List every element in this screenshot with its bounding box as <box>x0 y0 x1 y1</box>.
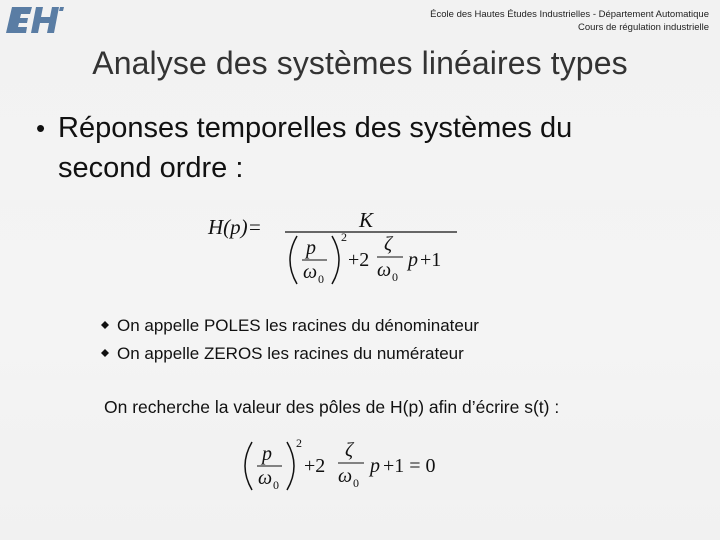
characteristic-equation <box>240 435 470 500</box>
formula-omega-2: ω <box>377 259 392 281</box>
transfer-function-formula <box>205 205 475 290</box>
equation-p-term: p <box>370 455 380 477</box>
formula-zeta: ζ <box>384 233 393 255</box>
equation-rest: +1 = 0 <box>383 455 436 477</box>
formula-omega: ω <box>303 261 318 283</box>
main-bullet-point <box>36 108 572 188</box>
main-point-line1: Réponses temporelles des systèmes du <box>58 112 573 144</box>
equation-p: p <box>262 443 272 465</box>
formula-p: p <box>306 237 316 259</box>
main-point-line2: second ordre : <box>58 152 244 184</box>
formula-right-paren <box>332 236 339 284</box>
course-header <box>430 9 709 34</box>
equation-power: 2 <box>296 436 302 450</box>
header-school: École des Hautes Études Industrielles - Département Automatique <box>430 9 709 20</box>
formula-left-paren <box>290 236 297 284</box>
formula-omega-sub-2: 0 <box>392 270 398 284</box>
formula-two: +2 <box>348 249 370 271</box>
equation-omega-sub: 0 <box>273 478 279 492</box>
header-course: Cours de régulation industrielle <box>578 21 709 33</box>
pole-search-note: On recherche la valeur des pôles de H(p) afin d’écrire s(t) : <box>104 397 560 417</box>
bullet-dot-icon: • <box>36 113 46 143</box>
definition-text: On appelle POLES les racines du dénominateur <box>117 316 479 335</box>
formula-omega-sub: 0 <box>318 272 324 286</box>
equation-omega: ω <box>258 467 273 489</box>
equation-omega-sub-2: 0 <box>353 476 359 490</box>
definition-item-zeros <box>101 340 479 368</box>
equation-zeta: ζ <box>345 439 354 461</box>
diamond-bullet-icon <box>101 321 109 329</box>
diamond-bullet-icon <box>101 349 109 357</box>
ehei-logo <box>6 5 66 35</box>
formula-lhs: H(p)= <box>208 215 262 239</box>
formula-plus-one: +1 <box>420 249 442 271</box>
formula-numerator: K <box>359 208 374 232</box>
slide-title: Analyse des systèmes linéaires types <box>92 45 628 81</box>
definition-text: On appelle ZEROS les racines du numérateur <box>117 344 464 363</box>
equation-two: +2 <box>304 455 326 477</box>
definition-list <box>101 312 479 368</box>
definition-item-poles <box>101 312 479 340</box>
equation-right-paren <box>287 442 294 490</box>
formula-p-term: p <box>408 249 418 271</box>
formula-power: 2 <box>341 230 347 244</box>
equation-left-paren <box>245 442 252 490</box>
equation-omega-2: ω <box>338 465 353 487</box>
